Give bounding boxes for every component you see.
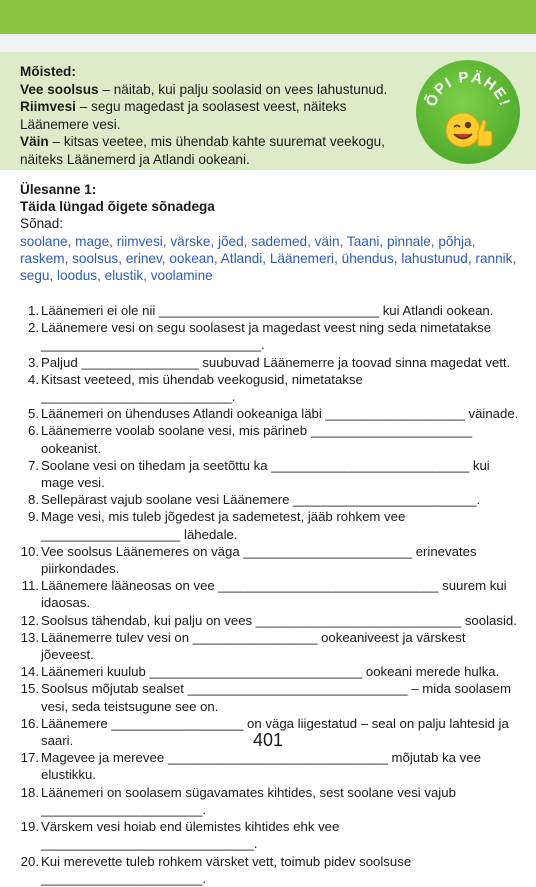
page-number: 401 [252,730,284,750]
exercise-item-17: 17. Magevee ja merevee ______________________________ mõjutab ka vee elustikku. [20,750,481,783]
exercise-title: Ülesanne 1: [20,182,97,197]
exercise-item-8: 8. Sellepärast vajub soolane vesi Läänemere _________________________. [28,492,481,508]
exercise-header [20,181,520,284]
words-label: Sõnad: [20,216,64,232]
definitions-text [20,63,415,169]
exercise-item-13: 13. Läänemerre tulev vesi on _________________ ookeaniveest ja värskest jõeveest. [20,629,466,663]
exercise-item-19: 19. Värskem vesi hoiab end ülemistes kihtides ehk vee _____________________________. [20,819,340,852]
exercise-item-12: 12. Soolsus tähendab, kui palju on vees ____________________________ soolasid. [20,612,517,628]
learn-by-heart-badge [416,60,520,164]
definition-3: Väin – kitsas veetee, mis ühendab kahte suuremat veekogu, näiteks Läänemerd ja Atlandi ookeani. [20,134,385,167]
badge-graphic [416,60,520,164]
exercise-item-6: 6. Läänemerre voolab soolane vesi, mis pärineb ______________________ ookeanist. [28,423,473,456]
thumbs-up-emoji-icon [446,113,492,147]
exercise-item-4: 4. Kitsast veeteed, mis ühendab veekogusid, nimetatakse __________________________. [28,371,363,405]
exercise-item-5: 5. Läänemeri on ühenduses Atlandi ookeaniga läbi ___________________ väinade. [28,406,519,422]
definition-2: Riimvesi – segu magedast ja soolasest veest, näiteks Läänemere vesi. [20,99,347,132]
exercise-item-10: 10. Vee soolsus Läänemeres on väga _______________________ erinevates piirkondades. [20,543,477,577]
exercise-item-15: 15. Soolsus mõjutab sealset ______________________________ – mida soolasem vesi, seda teistsugune see on. [20,681,511,714]
exercise-item-18: 18. Läänemeri on soolasem sügavamates kihtides, sest soolane vesi vajub ______________________. [20,784,456,817]
exercise-item-3: 3. Paljud ________________ suubuvad Läänemerre ja toovad sinna magedat vett. [28,354,511,370]
exercise-item-7: 7. Soolane vesi on tihedam ja seetõttu ka ___________________________ kui mage vesi. [28,457,490,491]
exercise-item-2: 2. Läänemere vesi on segu soolasest ja magedast veest ning seda nimetatakse ______________________________. [28,320,492,353]
exercise-list [20,302,520,887]
exercise-item-11: 11. Läänemere lääneosas on vee ______________________________ suurem kui idaosas. [21,578,507,611]
exercise-item-1: 1. Läänemeri ei ole nii ______________________________ kui Atlandi ookean. [28,303,494,318]
badge-text: ÕPI PÄHE! [422,68,514,110]
definitions-title: Mõisted: [20,64,76,79]
exercise-item-20: 20. Kui merevette tuleb rohkem värsket vett, toimub pidev soolsuse ______________________. [20,853,412,886]
top-color-bar [0,0,536,34]
top-light-strip [0,34,536,52]
exercise-item-16: 16. Läänemere __________________ on väga liigestatud – seal on palju lahtesid ja saari. [20,715,509,749]
exercise-item-9: 9. Mage vesi, mis tuleb jõgedest ja sademetest, jääb rohkem vee ___________________ lähedale. [28,509,406,542]
definition-1: Vee soolsus – näitab, kui palju soolasid on vees lahustunud. [20,81,388,97]
exercise-instruction: Täida lüngad õigete sõnadega [20,199,215,215]
word-bank: soolane, mage, riimvesi, värske, jõed, sademed, väin, Taani, pinnale, põhja, raskem, soolsus, erinev, ookean, Atlandi, Läänemeri, ühendus, lahustunud, rannik, segu, loodus, elustik, voolamine [20,233,517,284]
exercise-item-14: 14. Läänemeri kuulub _____________________________ ookeani merede hulka. [20,664,500,680]
